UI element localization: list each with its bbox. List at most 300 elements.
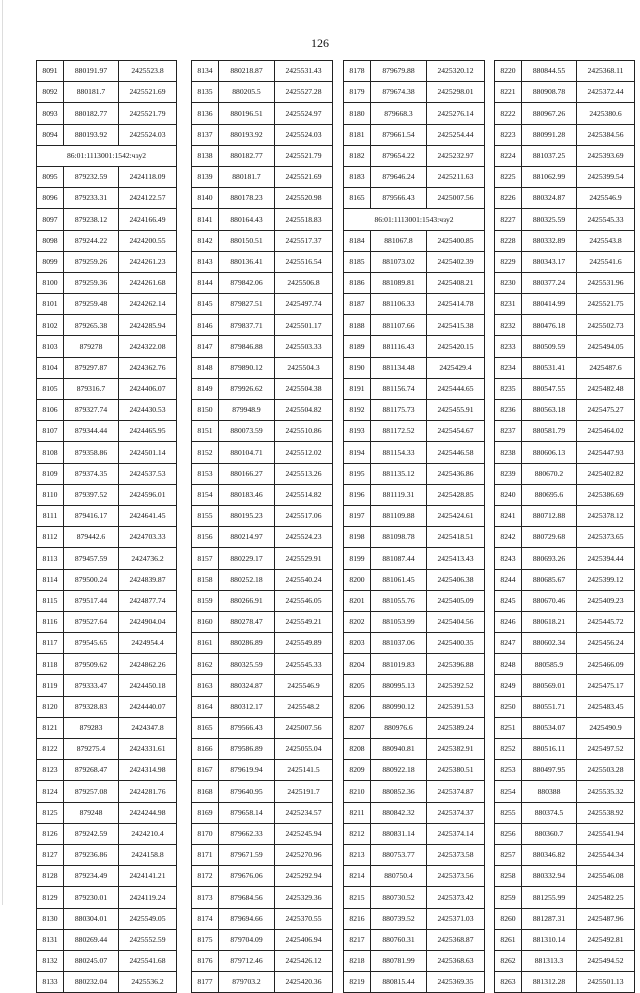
y-coordinate-cell: 2425374.87 xyxy=(427,781,485,802)
y-coordinate-cell: 2425373.58 xyxy=(427,844,485,865)
x-coordinate-cell: 881053.99 xyxy=(371,611,427,632)
point-number-cell: 8106 xyxy=(37,400,64,421)
point-number-cell: 8120 xyxy=(37,696,64,717)
x-coordinate-cell: 880750.4 xyxy=(371,866,427,887)
table-row xyxy=(344,230,485,251)
point-number-cell: 8110 xyxy=(37,484,64,505)
y-coordinate-cell: 2425371.03 xyxy=(427,908,485,929)
point-number-cell: 8156 xyxy=(192,527,219,548)
x-coordinate-cell: 881037.06 xyxy=(371,633,427,654)
y-coordinate-cell: 2425544.34 xyxy=(577,844,635,865)
y-coordinate-cell: 2425524.23 xyxy=(275,527,333,548)
point-number-cell: 8232 xyxy=(495,315,522,336)
point-number-cell: 8140 xyxy=(192,188,219,209)
x-coordinate-cell: 880602.34 xyxy=(522,633,577,654)
x-coordinate-cell: 880844.55 xyxy=(522,61,577,82)
y-coordinate-cell: 2425487.96 xyxy=(577,908,635,929)
x-coordinate-cell: 880193.92 xyxy=(219,124,275,145)
x-coordinate-cell: 880693.26 xyxy=(522,548,577,569)
y-coordinate-cell: 2425426.12 xyxy=(275,950,333,971)
y-coordinate-cell: 2425512.02 xyxy=(275,442,333,463)
point-number-cell: 8186 xyxy=(344,272,371,293)
cadastral-number-cell: 86:01:1113001:1542:чзу2 xyxy=(37,145,177,166)
point-number-cell: 8248 xyxy=(495,654,522,675)
coordinate-table-1 xyxy=(36,60,177,993)
y-coordinate-cell: 2424641.45 xyxy=(119,505,177,526)
y-coordinate-cell: 2425475.17 xyxy=(577,675,635,696)
point-number-cell: 8221 xyxy=(495,82,522,103)
table-row xyxy=(37,866,177,887)
point-number-cell: 8150 xyxy=(192,400,219,421)
y-coordinate-cell: 2425482.48 xyxy=(577,378,635,399)
table-row xyxy=(192,505,333,526)
x-coordinate-cell: 879662.33 xyxy=(219,823,275,844)
table-row xyxy=(344,315,485,336)
table-row xyxy=(344,569,485,590)
y-coordinate-cell: 2424210.4 xyxy=(119,823,177,844)
x-coordinate-cell: 880414.99 xyxy=(522,294,577,315)
table-row xyxy=(495,739,635,760)
y-coordinate-cell: 2425546.9 xyxy=(577,188,635,209)
y-coordinate-cell: 2425504.82 xyxy=(275,400,333,421)
y-coordinate-cell: 2424450.18 xyxy=(119,675,177,696)
y-coordinate-cell: 2424200.55 xyxy=(119,230,177,251)
point-number-cell: 8102 xyxy=(37,315,64,336)
x-coordinate-cell: 879654.22 xyxy=(371,145,427,166)
table-row xyxy=(344,781,485,802)
table-row xyxy=(495,844,635,865)
x-coordinate-cell: 880304.01 xyxy=(64,908,119,929)
table-row xyxy=(37,82,177,103)
point-number-cell: 8171 xyxy=(192,844,219,865)
table-row xyxy=(344,760,485,781)
y-coordinate-cell: 2425373.42 xyxy=(427,887,485,908)
point-number-cell: 8134 xyxy=(192,61,219,82)
table-row xyxy=(495,823,635,844)
y-coordinate-cell: 2425374.37 xyxy=(427,802,485,823)
x-coordinate-cell: 881116.43 xyxy=(371,336,427,357)
point-number-cell: 8260 xyxy=(495,908,522,929)
y-coordinate-cell: 2424406.07 xyxy=(119,378,177,399)
x-coordinate-cell: 879268.47 xyxy=(64,760,119,781)
table-row xyxy=(495,400,635,421)
table-row xyxy=(344,823,485,844)
point-number-cell: 8099 xyxy=(37,251,64,272)
y-coordinate-cell: 2425503.33 xyxy=(275,336,333,357)
x-coordinate-cell: 879275.4 xyxy=(64,739,119,760)
table-row xyxy=(495,166,635,187)
y-coordinate-cell: 2425391.53 xyxy=(427,696,485,717)
y-coordinate-cell: 2424122.57 xyxy=(119,188,177,209)
table-row xyxy=(344,929,485,950)
table-row xyxy=(495,209,635,230)
point-number-cell: 8242 xyxy=(495,527,522,548)
point-number-cell: 8165 xyxy=(192,717,219,738)
point-number-cell: 8161 xyxy=(192,633,219,654)
x-coordinate-cell: 880967.26 xyxy=(522,103,577,124)
table-row xyxy=(495,908,635,929)
y-coordinate-cell: 2425232.97 xyxy=(427,145,485,166)
table-row xyxy=(192,844,333,865)
point-number-cell: 8114 xyxy=(37,569,64,590)
x-coordinate-cell: 880136.41 xyxy=(219,251,275,272)
table-row xyxy=(37,717,177,738)
x-coordinate-cell: 880286.89 xyxy=(219,633,275,654)
y-coordinate-cell: 2425527.28 xyxy=(275,82,333,103)
point-number-cell: 8131 xyxy=(37,929,64,950)
y-coordinate-cell: 2425055.04 xyxy=(275,739,333,760)
y-coordinate-cell: 2425245.94 xyxy=(275,823,333,844)
point-number-cell: 8183 xyxy=(344,166,371,187)
point-number-cell: 8123 xyxy=(37,760,64,781)
y-coordinate-cell: 2425535.32 xyxy=(577,781,635,802)
x-coordinate-cell: 879234.49 xyxy=(64,866,119,887)
table-row xyxy=(495,145,635,166)
point-number-cell: 8124 xyxy=(37,781,64,802)
x-coordinate-cell: 880551.71 xyxy=(522,696,577,717)
x-coordinate-cell: 880104.71 xyxy=(219,442,275,463)
x-coordinate-cell: 879668.3 xyxy=(371,103,427,124)
x-coordinate-cell: 881313.3 xyxy=(522,950,577,971)
x-coordinate-cell: 879948.9 xyxy=(219,400,275,421)
point-number-cell: 8203 xyxy=(344,633,371,654)
point-number-cell: 8153 xyxy=(192,463,219,484)
table-row xyxy=(495,760,635,781)
y-coordinate-cell: 2424322.08 xyxy=(119,336,177,357)
point-number-cell: 8119 xyxy=(37,675,64,696)
point-number-cell: 8259 xyxy=(495,887,522,908)
point-number-cell: 8241 xyxy=(495,505,522,526)
y-coordinate-cell: 2425368.87 xyxy=(427,929,485,950)
y-coordinate-cell: 2425399.54 xyxy=(577,166,635,187)
x-coordinate-cell: 880695.6 xyxy=(522,484,577,505)
x-coordinate-cell: 880670.46 xyxy=(522,590,577,611)
table-row xyxy=(192,866,333,887)
y-coordinate-cell: 2424862.26 xyxy=(119,654,177,675)
table-row xyxy=(495,527,635,548)
y-coordinate-cell: 2425455.91 xyxy=(427,400,485,421)
table-row xyxy=(495,802,635,823)
point-number-cell: 8190 xyxy=(344,357,371,378)
table-row xyxy=(495,378,635,399)
table-row xyxy=(37,929,177,950)
y-coordinate-cell: 2425552.59 xyxy=(119,929,177,950)
table-row xyxy=(344,378,485,399)
table-row xyxy=(37,61,177,82)
x-coordinate-cell: 880346.82 xyxy=(522,844,577,865)
y-coordinate-cell: 2424281.76 xyxy=(119,781,177,802)
x-coordinate-cell: 879297.87 xyxy=(64,357,119,378)
table-row xyxy=(495,336,635,357)
y-coordinate-cell: 2425382.91 xyxy=(427,739,485,760)
x-coordinate-cell: 880908.78 xyxy=(522,82,577,103)
y-coordinate-cell: 2425546.9 xyxy=(275,675,333,696)
y-coordinate-cell: 2425373.56 xyxy=(427,866,485,887)
table-row xyxy=(37,378,177,399)
table-row xyxy=(495,548,635,569)
table-row xyxy=(495,717,635,738)
table-row xyxy=(37,230,177,251)
table-row xyxy=(37,781,177,802)
y-coordinate-cell: 2425298.01 xyxy=(427,82,485,103)
x-coordinate-cell: 879358.86 xyxy=(64,442,119,463)
table-row xyxy=(495,654,635,675)
x-coordinate-cell: 879619.94 xyxy=(219,760,275,781)
point-number-cell: 8096 xyxy=(37,188,64,209)
point-number-cell: 8212 xyxy=(344,823,371,844)
y-coordinate-cell: 2425276.14 xyxy=(427,103,485,124)
x-coordinate-cell: 879586.89 xyxy=(219,739,275,760)
point-number-cell: 8127 xyxy=(37,844,64,865)
y-coordinate-cell: 2425404.56 xyxy=(427,611,485,632)
y-coordinate-cell: 2424904.04 xyxy=(119,611,177,632)
table-row xyxy=(37,188,177,209)
y-coordinate-cell: 2425445.72 xyxy=(577,611,635,632)
table-row xyxy=(192,929,333,950)
x-coordinate-cell: 880563.18 xyxy=(522,400,577,421)
x-coordinate-cell: 881107.66 xyxy=(371,315,427,336)
y-coordinate-cell: 2425368.11 xyxy=(577,61,635,82)
point-number-cell: 8188 xyxy=(344,315,371,336)
x-coordinate-cell: 881037.25 xyxy=(522,145,577,166)
table-row xyxy=(37,633,177,654)
y-coordinate-cell: 2425549.89 xyxy=(275,633,333,654)
x-coordinate-cell: 880712.88 xyxy=(522,505,577,526)
point-number-cell: 8252 xyxy=(495,739,522,760)
point-number-cell: 8182 xyxy=(344,145,371,166)
y-coordinate-cell: 2425521.79 xyxy=(119,103,177,124)
table-row xyxy=(344,696,485,717)
table-row xyxy=(495,294,635,315)
y-coordinate-cell: 2425543.8 xyxy=(577,230,635,251)
point-number-cell: 8093 xyxy=(37,103,64,124)
y-coordinate-cell: 2425254.44 xyxy=(427,124,485,145)
point-number-cell: 8210 xyxy=(344,781,371,802)
x-coordinate-cell: 880214.97 xyxy=(219,527,275,548)
y-coordinate-cell: 2424285.94 xyxy=(119,315,177,336)
table-row xyxy=(344,82,485,103)
y-coordinate-cell: 2425436.86 xyxy=(427,463,485,484)
y-coordinate-cell: 2425531.96 xyxy=(577,272,635,293)
point-number-cell: 8207 xyxy=(344,717,371,738)
table-row xyxy=(192,294,333,315)
table-row xyxy=(344,844,485,865)
x-coordinate-cell: 880831.14 xyxy=(371,823,427,844)
point-number-cell: 8148 xyxy=(192,357,219,378)
table-row xyxy=(344,717,485,738)
point-number-cell: 8193 xyxy=(344,421,371,442)
point-number-cell: 8195 xyxy=(344,463,371,484)
table-row xyxy=(344,400,485,421)
point-number-cell: 8234 xyxy=(495,357,522,378)
table-row xyxy=(37,294,177,315)
table-row xyxy=(344,611,485,632)
point-number-cell: 8108 xyxy=(37,442,64,463)
point-number-cell: 8109 xyxy=(37,463,64,484)
y-coordinate-cell: 2425503.28 xyxy=(577,760,635,781)
y-coordinate-cell: 2425548.2 xyxy=(275,696,333,717)
y-coordinate-cell: 2425521.69 xyxy=(275,166,333,187)
table-row xyxy=(37,251,177,272)
table-row xyxy=(344,294,485,315)
x-coordinate-cell: 879257.08 xyxy=(64,781,119,802)
x-coordinate-cell: 880324.87 xyxy=(219,675,275,696)
x-coordinate-cell: 879416.17 xyxy=(64,505,119,526)
y-coordinate-cell: 2425487.6 xyxy=(577,357,635,378)
x-coordinate-cell: 879517.44 xyxy=(64,590,119,611)
table-row xyxy=(192,654,333,675)
point-number-cell: 8168 xyxy=(192,781,219,802)
x-coordinate-cell: 881098.78 xyxy=(371,527,427,548)
table-row xyxy=(344,251,485,272)
table-row xyxy=(192,569,333,590)
y-coordinate-cell: 2425475.27 xyxy=(577,400,635,421)
point-number-cell: 8231 xyxy=(495,294,522,315)
point-number-cell: 8095 xyxy=(37,166,64,187)
y-coordinate-cell: 2425501.17 xyxy=(275,315,333,336)
point-number-cell: 8091 xyxy=(37,61,64,82)
table-row xyxy=(495,505,635,526)
table-row xyxy=(495,781,635,802)
table-row xyxy=(192,103,333,124)
table-row xyxy=(192,124,333,145)
point-number-cell: 8237 xyxy=(495,421,522,442)
y-coordinate-cell: 2425536.2 xyxy=(119,972,177,993)
y-coordinate-cell: 2425520.98 xyxy=(275,188,333,209)
point-number-cell: 8218 xyxy=(344,950,371,971)
point-number-cell: 8135 xyxy=(192,82,219,103)
table-row xyxy=(344,590,485,611)
point-number-cell: 8104 xyxy=(37,357,64,378)
y-coordinate-cell: 2425529.91 xyxy=(275,548,333,569)
x-coordinate-cell: 879259.36 xyxy=(64,272,119,293)
y-coordinate-cell: 2425524.97 xyxy=(275,103,333,124)
point-number-cell: 8257 xyxy=(495,844,522,865)
table-row xyxy=(37,569,177,590)
x-coordinate-cell: 880178.23 xyxy=(219,188,275,209)
x-coordinate-cell: 879712.46 xyxy=(219,950,275,971)
x-coordinate-cell: 880730.52 xyxy=(371,887,427,908)
y-coordinate-cell: 2425483.45 xyxy=(577,696,635,717)
x-coordinate-cell: 880266.91 xyxy=(219,590,275,611)
table-row xyxy=(344,739,485,760)
point-number-cell: 8251 xyxy=(495,717,522,738)
y-coordinate-cell: 2425399.12 xyxy=(577,569,635,590)
x-coordinate-cell: 879248 xyxy=(64,802,119,823)
y-coordinate-cell: 2425369.35 xyxy=(427,972,485,993)
x-coordinate-cell: 880685.67 xyxy=(522,569,577,590)
table-row xyxy=(192,802,333,823)
point-number-cell: 8172 xyxy=(192,866,219,887)
y-coordinate-cell: 2425482.25 xyxy=(577,887,635,908)
x-coordinate-cell: 879442.6 xyxy=(64,527,119,548)
x-coordinate-cell: 881019.83 xyxy=(371,654,427,675)
table-row xyxy=(37,675,177,696)
point-number-cell: 8116 xyxy=(37,611,64,632)
table-row xyxy=(37,802,177,823)
table-row xyxy=(344,103,485,124)
point-number-cell: 8143 xyxy=(192,251,219,272)
x-coordinate-cell: 880332.89 xyxy=(522,230,577,251)
y-coordinate-cell: 2424703.33 xyxy=(119,527,177,548)
y-coordinate-cell: 2425464.02 xyxy=(577,421,635,442)
point-number-cell: 8141 xyxy=(192,209,219,230)
x-coordinate-cell: 879837.71 xyxy=(219,315,275,336)
table-row xyxy=(344,548,485,569)
point-number-cell: 8139 xyxy=(192,166,219,187)
x-coordinate-cell: 880183.46 xyxy=(219,484,275,505)
x-coordinate-cell: 881062.99 xyxy=(522,166,577,187)
point-number-cell: 8092 xyxy=(37,82,64,103)
x-coordinate-cell: 879676.06 xyxy=(219,866,275,887)
x-coordinate-cell: 881073.02 xyxy=(371,251,427,272)
x-coordinate-cell: 881310.14 xyxy=(522,929,577,950)
y-coordinate-cell: 2424347.8 xyxy=(119,717,177,738)
x-coordinate-cell: 880531.41 xyxy=(522,357,577,378)
x-coordinate-cell: 881134.48 xyxy=(371,357,427,378)
point-number-cell: 8246 xyxy=(495,611,522,632)
x-coordinate-cell: 880325.59 xyxy=(522,209,577,230)
point-number-cell: 8132 xyxy=(37,950,64,971)
point-number-cell: 8223 xyxy=(495,124,522,145)
x-coordinate-cell: 879283 xyxy=(64,717,119,738)
table-row xyxy=(37,103,177,124)
point-number-cell: 8199 xyxy=(344,548,371,569)
x-coordinate-cell: 879327.74 xyxy=(64,400,119,421)
table-row xyxy=(37,145,177,166)
table-row xyxy=(192,400,333,421)
y-coordinate-cell: 2425510.86 xyxy=(275,421,333,442)
table-row xyxy=(495,950,635,971)
x-coordinate-cell: 879457.59 xyxy=(64,548,119,569)
table-row xyxy=(495,463,635,484)
table-row xyxy=(495,421,635,442)
y-coordinate-cell: 2425524.03 xyxy=(275,124,333,145)
point-number-cell: 8250 xyxy=(495,696,522,717)
y-coordinate-cell: 2425521.69 xyxy=(119,82,177,103)
y-coordinate-cell: 2425541.94 xyxy=(577,823,635,844)
table-row xyxy=(495,251,635,272)
x-coordinate-cell: 880182.77 xyxy=(219,145,275,166)
page-number: 126 xyxy=(311,36,329,50)
table-row xyxy=(192,527,333,548)
y-coordinate-cell: 2425517.37 xyxy=(275,230,333,251)
x-coordinate-cell: 879694.66 xyxy=(219,908,275,929)
table-row xyxy=(37,484,177,505)
point-number-cell: 8256 xyxy=(495,823,522,844)
table-row xyxy=(495,442,635,463)
table-row xyxy=(192,611,333,632)
y-coordinate-cell: 2425546.08 xyxy=(577,866,635,887)
y-coordinate-cell: 2425370.55 xyxy=(275,908,333,929)
point-number-cell: 8174 xyxy=(192,908,219,929)
table-row xyxy=(192,781,333,802)
table-row xyxy=(192,696,333,717)
table-row xyxy=(344,272,485,293)
table-row xyxy=(37,166,177,187)
x-coordinate-cell: 879704.09 xyxy=(219,929,275,950)
y-coordinate-cell: 2424465.95 xyxy=(119,421,177,442)
y-coordinate-cell: 2425494.05 xyxy=(577,336,635,357)
point-number-cell: 8211 xyxy=(344,802,371,823)
y-coordinate-cell: 2425524.03 xyxy=(119,124,177,145)
y-coordinate-cell: 2425372.44 xyxy=(577,82,635,103)
point-number-cell: 8235 xyxy=(495,378,522,399)
point-number-cell: 8253 xyxy=(495,760,522,781)
x-coordinate-cell: 879238.12 xyxy=(64,209,119,230)
y-coordinate-cell: 2425405.09 xyxy=(427,590,485,611)
table-row xyxy=(192,166,333,187)
